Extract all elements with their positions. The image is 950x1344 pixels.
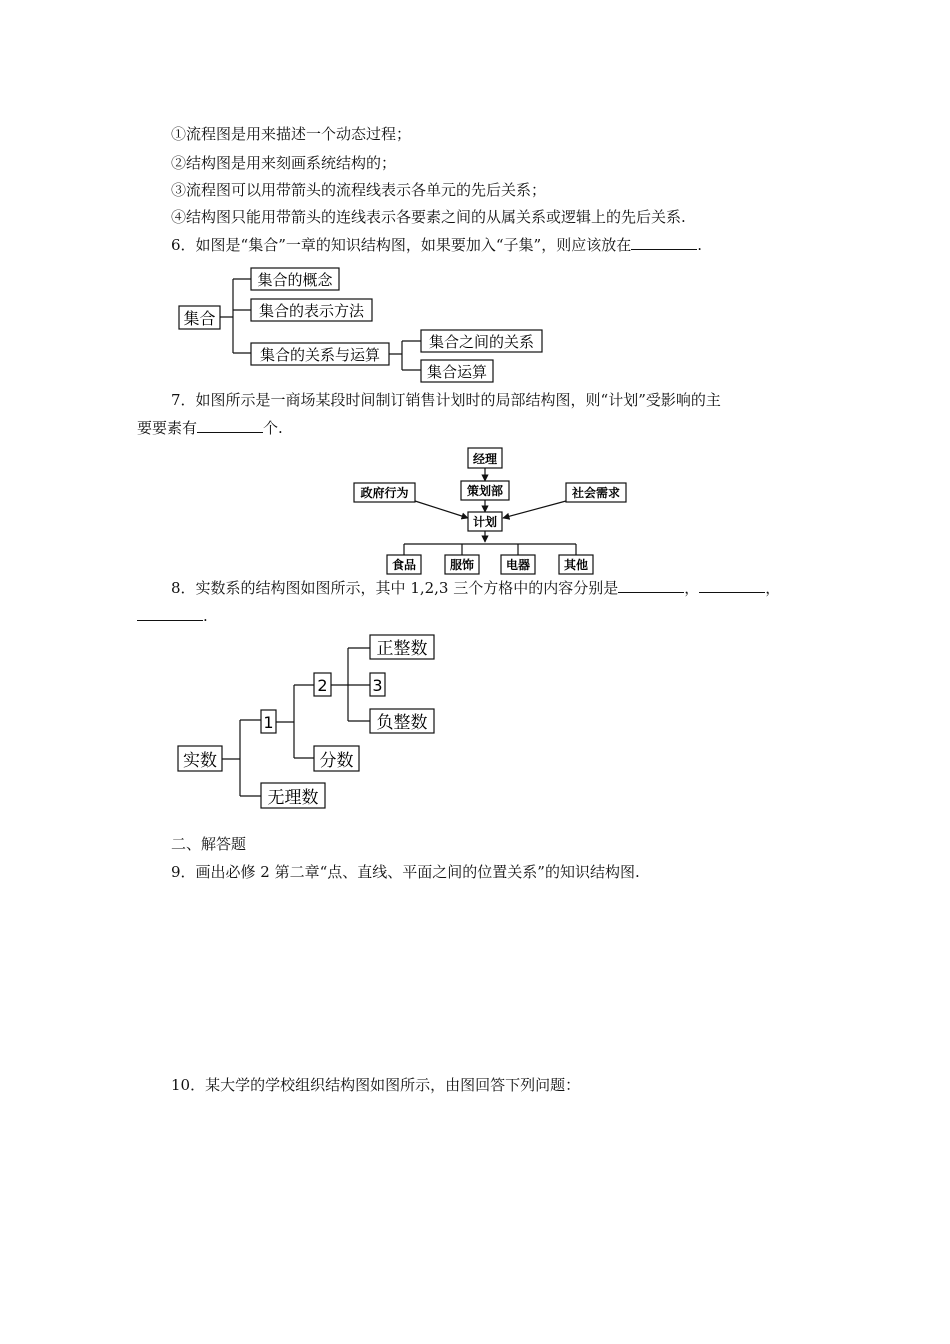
- answer-blank-3: [137, 606, 203, 621]
- set-operation-label: 集合运算: [426, 363, 488, 381]
- question-8-text: 8．实数系的结构图如图所示，其中 1,2,3 三个方格中的内容分别是: [171, 579, 619, 597]
- question-9: 9．画出必修 2 第二章“点、直线、平面之间的位置关系”的知识结构图.: [171, 863, 640, 881]
- social-arrow: [503, 501, 566, 518]
- set-sub-connector: [389, 341, 421, 370]
- statement-1: ①流程图是用来描述一个动态过程；: [171, 125, 412, 143]
- social-label: 社会需求: [571, 486, 621, 500]
- separator: ，: [684, 579, 700, 597]
- question-7-line2: [137, 418, 283, 438]
- plan-bracket: [404, 544, 576, 555]
- question-8-line1: [171, 578, 780, 598]
- question-7-line1: 7．如图所示是一商场某段时间制订销售计划时的局部结构图，则“计划”受影响的主: [171, 391, 721, 409]
- appliance-label: 电器: [505, 558, 531, 572]
- section-heading: 二、解答题: [171, 835, 247, 853]
- negative-integer-label: 负整数: [376, 713, 428, 733]
- real-connector: [222, 720, 261, 796]
- planning-label: 策划部: [466, 484, 504, 498]
- food-label: 食品: [391, 558, 417, 572]
- real-label: 实数: [183, 751, 217, 771]
- fraction-label: 分数: [319, 751, 354, 771]
- box1-label: 1: [263, 713, 274, 732]
- answer-blank: [197, 418, 263, 433]
- set-concept-label: 集合的概念: [257, 271, 333, 289]
- question-10: 10．某大学的学校组织结构图如图所示，由图回答下列问题：: [171, 1076, 581, 1094]
- set-between-label: 集合之间的关系: [428, 333, 535, 351]
- sales-plan-diagram: [354, 448, 626, 574]
- statement-4: ④结构图只能用带箭头的连线表示各要素之间的从属关系或逻辑上的先后关系.: [171, 208, 686, 226]
- gov-arrow: [415, 501, 468, 518]
- manager-label: 经理: [472, 452, 498, 466]
- separator: ，: [765, 579, 781, 597]
- clothing-label: 服饰: [449, 558, 475, 572]
- real-number-diagram: [178, 635, 434, 808]
- question-8-line2: [137, 606, 208, 626]
- irrational-label: 无理数: [267, 788, 319, 808]
- set-structure-diagram: [179, 268, 542, 382]
- box3-label: 3: [372, 676, 383, 695]
- other-label: 其他: [563, 558, 589, 572]
- box1-connector: [276, 685, 314, 758]
- set-representation-label: 集合的表示方法: [258, 302, 365, 320]
- statement-2: ②结构图是用来刻画系统结构的；: [171, 154, 397, 172]
- box2-label: 2: [317, 676, 328, 695]
- statement-3: ③流程图可以用带箭头的流程线表示各单元的先后关系；: [171, 181, 547, 199]
- question-7-text: 要要素有: [137, 419, 198, 437]
- box2-connector: [331, 648, 370, 721]
- question-6-period: .: [697, 236, 703, 254]
- answer-blank-2: [699, 578, 765, 593]
- question-7-suffix: 个.: [263, 419, 283, 437]
- answer-blank-1: [618, 578, 684, 593]
- set-connector: [220, 279, 251, 353]
- plan-label: 计划: [472, 515, 498, 529]
- set-root-label: 集合: [183, 309, 216, 328]
- gov-label: 政府行为: [360, 486, 409, 500]
- question-8-period: .: [203, 607, 208, 625]
- positive-integer-label: 正整数: [376, 639, 428, 659]
- set-relation-label: 集合的关系与运算: [259, 346, 381, 364]
- question-6-text: 6．如图是“集合”一章的知识结构图，如果要加入“子集”，则应该放在: [171, 236, 632, 254]
